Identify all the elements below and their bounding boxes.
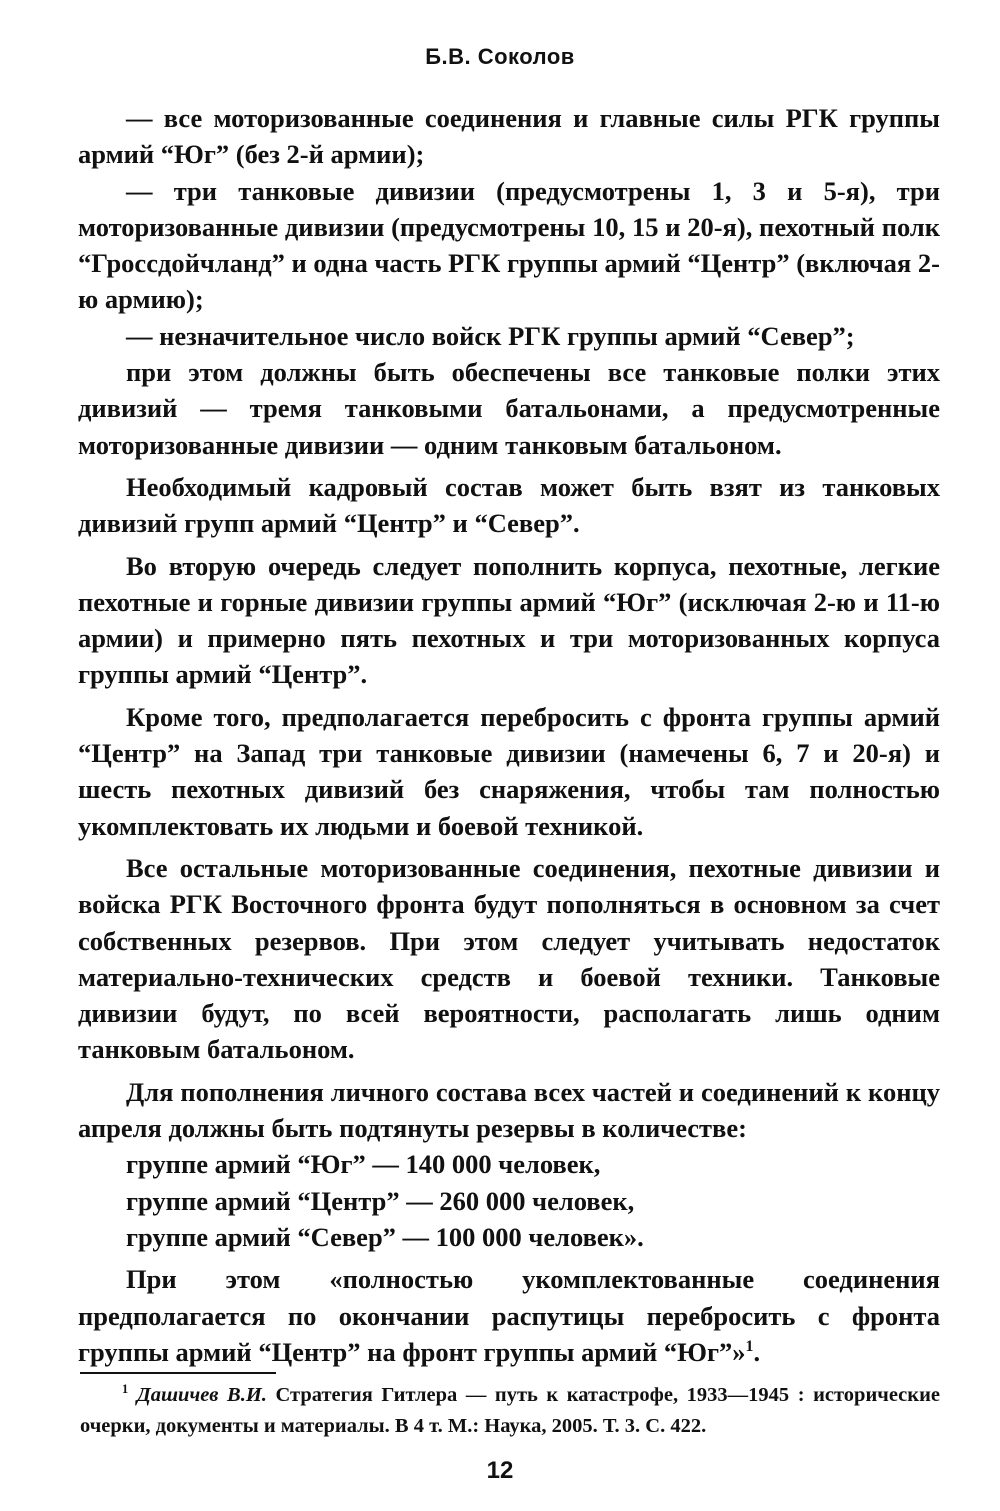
paragraph: — все моторизованные соединения и главные силы РГК группы армий “Юг” (без 2-й армии); (78, 103, 940, 170)
paragraph-with-footnote-ref: При этом «полностью укомплектованные соединения предполагается по окончании распутицы перебросить с фронта группы армий “Центр” на фронт группы армий “Юг”»$^1$. (78, 1264, 940, 1367)
running-head-author: Б.В. Соколов (425, 44, 575, 69)
paragraph: Необходимый кадровый состав может быть взят из танковых дивизий групп армий “Центр” и “Север”. (78, 471, 940, 539)
main-text (78, 100, 940, 1370)
page-number: 12 (486, 1457, 514, 1484)
footnote-marker: 1 (122, 1382, 129, 1397)
paragraph: Во вторую очередь следует пополнить корпуса, пехотные, легкие пехотные и горные дивизии группы армий “Юг” (исключая 2-ю и 11-ю армии) и примерно пять пехотных и три моторизованных корпуса группы армий “Центр”. (78, 550, 940, 690)
paragraph: Все остальные моторизованные соединения, пехотные дивизии и войска РГК Восточного фронта будут пополняться в основном за счет собственных резервов. При этом следует учитывать недостаток материально-технических средств и боевой техники. Танковые дивизии будут, по всей вероятности, располагать лишь одним танковым батальоном. (78, 852, 940, 1065)
reserve-line: группе армий “Центр” — 260 000 человек, (126, 1185, 635, 1216)
footnote-author: Дашичев В.И. (136, 1384, 267, 1406)
footnote-reference: 1 (745, 1337, 754, 1355)
paragraph: — три танковые дивизии (предусмотрены 1, 3 и 5-я), три моторизованные дивизии (предусмотрены 10, 15 и 20-я), пехотный полк “Гроссдойчланд” и одна часть РГК группы армий “Центр” (включая 2-ю армию); (78, 175, 940, 315)
paragraph-text: При этом «полностью укомплектованные соединения предполагается по окончании распутицы перебросить с фронта группы армий “Центр” на фронт группы армий “Юг”» (78, 1264, 940, 1367)
reserve-line: группе армий “Юг” — 140 000 человек, (126, 1149, 601, 1180)
footnote-separator (80, 1372, 276, 1374)
footnote (80, 1380, 940, 1442)
paragraph: — незначительное число войск РГК группы армий “Север”; (126, 320, 855, 351)
footnote-citation: Стратегия Гитлера — путь к катастрофе, 1933—1945 : исторические очерки, документы и материалы. В 4 т. М.: Наука, 2005. Т. 3. С. 422. (80, 1384, 940, 1437)
reserve-line: группе армий “Север” — 100 000 человек». (126, 1221, 644, 1252)
paragraph: Для пополнения личного состава всех частей и соединений к концу апреля должны быть подтянуты резервы в количестве: (78, 1076, 940, 1144)
paragraph: Кроме того, предполагается перебросить с фронта группы армий “Центр” на Запад три танковые дивизии (намечены 6, 7 и 20-я) и шесть пехотных дивизий без снаряжения, чтобы там полностью укомплектовать их людьми и боевой техникой. (78, 701, 940, 841)
paragraph: при этом должны быть обеспечены все танковые полки этих дивизий — тремя танковыми батальонами, а предусмотренные моторизованные дивизии — одним танковым батальоном. (78, 357, 940, 460)
